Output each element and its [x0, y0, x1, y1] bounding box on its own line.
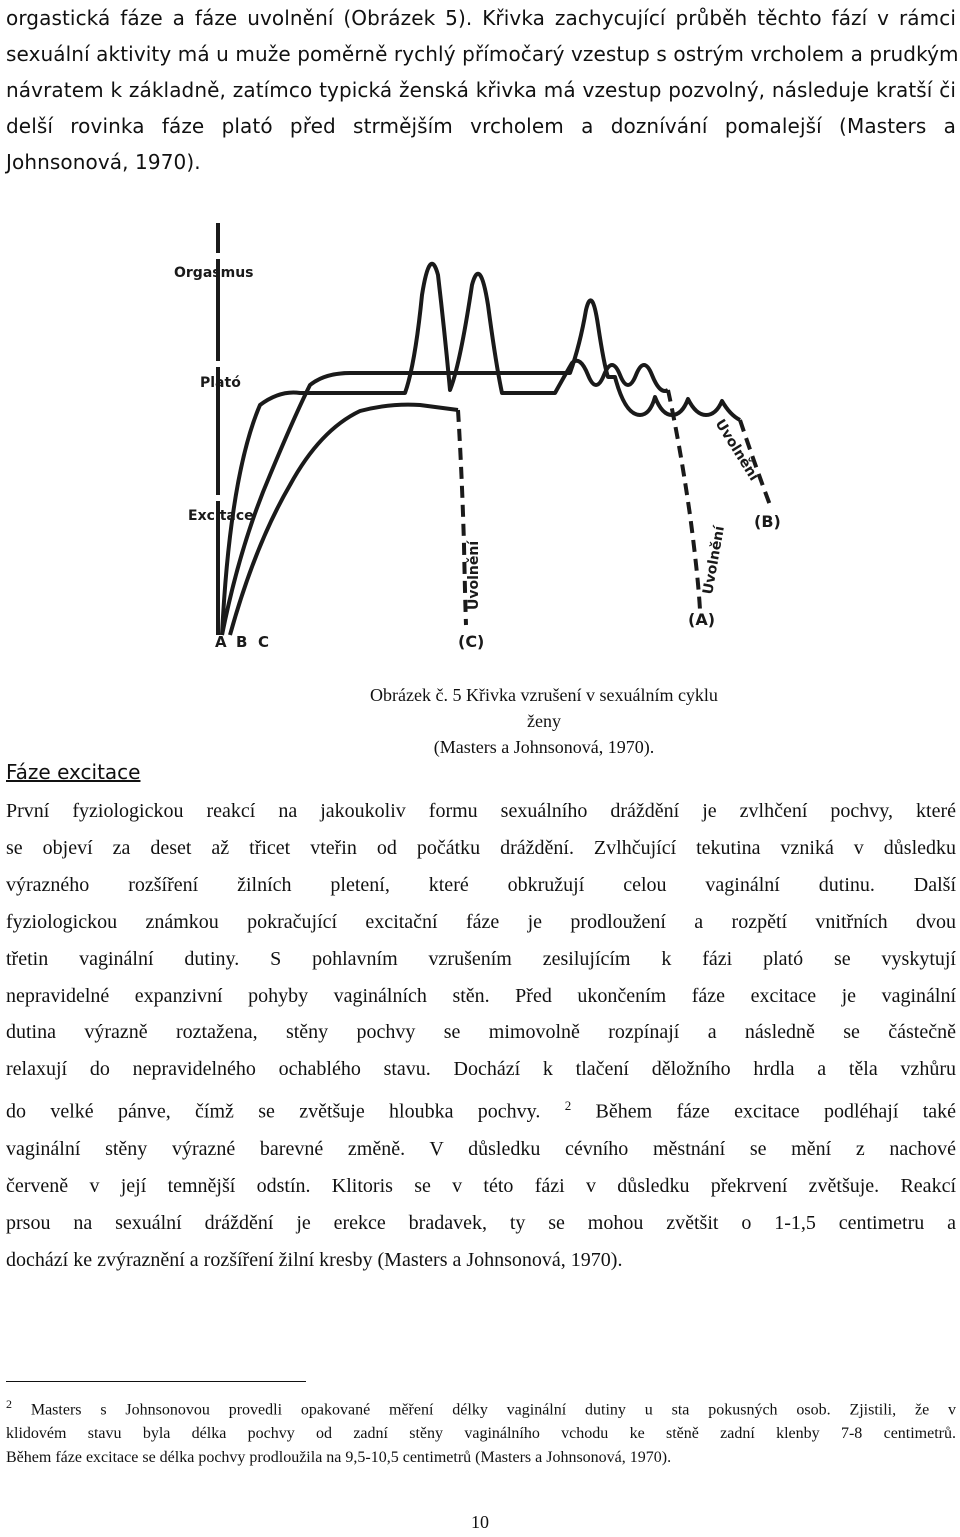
curve-a-label: A: [215, 633, 227, 651]
body-line: fyziologickou známkou pokračující excitační fáze je prodloužení a rozpětí vnitřních dvou: [6, 910, 956, 933]
figure-caption: [368, 682, 720, 760]
footnote-reference[interactable]: 2: [564, 1098, 572, 1114]
orgasm-label: Orgasmus: [174, 265, 254, 281]
curve-a: [222, 264, 668, 635]
body-line: První fyziologickou reakcí na jakoukoliv formu sexuálního dráždění je zvlhčení pochvy, které: [6, 800, 956, 822]
curve-c-label: C: [258, 633, 270, 651]
release-c-mark: (C): [458, 632, 485, 651]
curve-b-label: B: [236, 633, 248, 651]
intro-paragraph: [6, 0, 959, 180]
section-body: [6, 793, 956, 1278]
intro-line: návratem k základně, zatímco typická ženská křivka má vzestup pozvolný, následuje kratší či: [6, 78, 956, 102]
footnote: [6, 1392, 956, 1470]
caption-line: (Masters a Johnsonová, 1970).: [433, 737, 655, 757]
release-a-mark: (A): [688, 610, 716, 629]
intro-line: sexuální aktivity má u muže poměrně rychlý přímočarý vzestup s ostrým vrcholem a prudkým: [6, 42, 959, 66]
excitement-label: Excitace: [188, 508, 254, 524]
arousal-curve-diagram: [160, 215, 800, 665]
arousal-curve-figure: [160, 215, 800, 665]
intro-line: delší rovinka fáze plató před strmějším vrcholem a doznívání pomalejší (Masters a: [6, 114, 956, 138]
section-heading: Fáze excitace: [6, 760, 141, 784]
body-line: vaginální stěny výrazné barevné změně. V důsledku cévního městnání se mění z nachové: [6, 1137, 956, 1160]
body-line: nepravidelné expanzivní pohyby vaginálních stěn. Před ukončením fáze excitace je vaginální: [6, 984, 956, 1007]
footnote-line: Během fáze excitace se délka pochvy prodloužila na 9,5-10,5 centimetrů (Masters a Johnsonová, 1970).: [6, 1449, 672, 1467]
curve-c-release: [458, 410, 466, 625]
release-a-label: Uvolnění: [700, 524, 728, 596]
body-line-part: Během fáze excitace podléhají také: [595, 1100, 957, 1123]
body-line: relaxují do nepravidelného ochablého stavu. Dochází k tlačení děložního hrdla a těla vzhůru: [6, 1058, 956, 1081]
body-line: se objeví za deset až třicet vteřin od počátku dráždění. Zvlhčující tekutina vzniká v důsledku: [6, 836, 956, 859]
release-c-label-group: [466, 540, 482, 610]
body-line: prsou na sexuální dráždění je erekce bradavek, ty se mohou zvětšit o 1-1,5 centimetru a: [6, 1211, 956, 1234]
caption-line: Obrázek č. 5 Křivka vzrušení v sexuálním cyklu ženy: [370, 685, 718, 731]
page-number: 10: [471, 1512, 489, 1532]
footnote-text: Masters s Johnsonovou provedli opakované měření délky vaginální dutiny u sta pokusných osob. Zjistili, že v: [30, 1401, 957, 1419]
body-line: dochází ke zvýraznění a rozšíření žilní kresby (Masters a Johnsonová, 1970).: [6, 1248, 623, 1271]
footnote-mark: 2: [6, 1397, 12, 1411]
release-c-label: Uvolnění: [466, 540, 482, 610]
body-line: výrazného rozšíření žilních pletení, které obkružují celou vaginální dutinu. Další: [6, 873, 956, 896]
body-line: třetin vaginální dutiny. S pohlavním vzrušením zesilujícím k fázi plató se vyskytují: [6, 947, 956, 970]
intro-line: orgastická fáze a fáze uvolnění (Obrázek 5). Křivka zachycující průběh těchto fází v rámci: [6, 6, 956, 30]
body-line-with-footnote: [6, 1088, 956, 1131]
footnote-line: [6, 1392, 956, 1422]
release-b-label-group: [712, 417, 763, 485]
body-line: červeně v její temnější odstín. Klitoris se v této fázi v důsledku překrvení zvětšuje. Reakcí: [6, 1174, 956, 1197]
plateau-label: Plató: [200, 375, 241, 391]
intro-line: Johnsonová, 1970).: [6, 150, 201, 174]
curve-a-release: [668, 390, 700, 610]
curve-c: [230, 405, 458, 635]
footnote-line: klidovém stavu byla délka pochvy od zadní stěny vaginálního vchodu ke stěně zadní klenby 7-8 centimetrů.: [6, 1425, 956, 1443]
footnote-divider: [6, 1381, 306, 1382]
release-b-mark: (B): [754, 512, 781, 531]
body-line-part: do velké pánve, čímž se zvětšuje hloubka pochvy.: [6, 1100, 541, 1123]
release-b-label: Uvolnění: [711, 416, 762, 484]
body-line: dutina výrazně roztažena, stěny pochvy se mimovolně rozpínají a následně se částečně: [6, 1021, 956, 1044]
release-a-label-group: [700, 524, 728, 596]
